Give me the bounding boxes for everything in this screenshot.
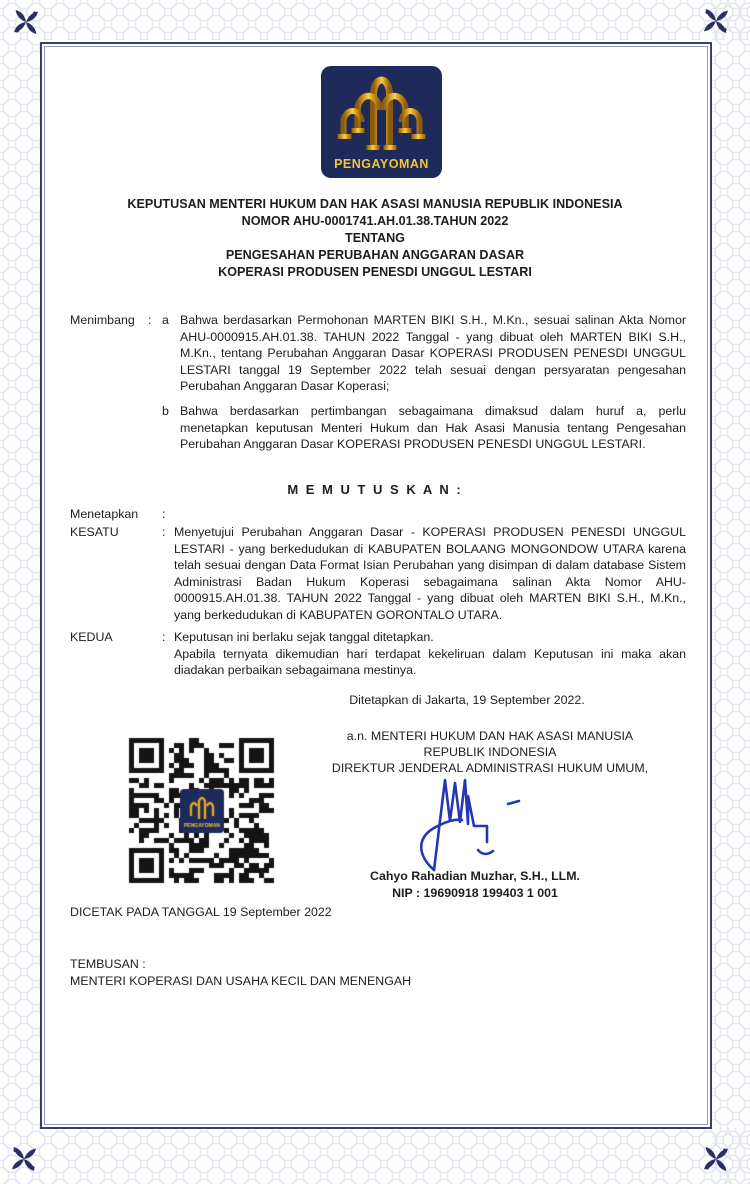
border-lace-left [0,0,40,1184]
corner-ornament-icon [10,6,42,38]
menetapkan-label: Menetapkan [70,507,139,521]
signature-scribble [388,768,568,872]
ministry-logo [321,66,442,178]
signer-nip: NIP : 19690918 199403 1 001 [392,886,558,900]
menimbang-label: Menimbang [70,313,135,327]
border-lace-right [712,0,750,1184]
qr-code [127,736,277,886]
title-line-1: KEPUTUSAN MENTERI HUKUM DAN HAK ASASI MANUSIA REPUBLIK INDONESIA [127,197,623,211]
spacer [70,403,148,453]
kedua-line-2: Apabila ternyata dikemudian hari terdapat kekeliruan dalam Keputusan ini maka akan diadakan perbaikan sebagaimana mestinya. [174,646,686,678]
tembusan-label: TEMBUSAN : [70,957,146,971]
pengayoman-emblem-icon [331,72,432,152]
memutuskan-heading: M E M U T U S K A N : [287,482,463,497]
republic-line: REPUBLIK INDONESIA [423,744,557,759]
signer-name: Cahyo Rahadian Muzhar, S.H., LLM. [370,869,580,883]
tembusan-block [70,956,411,990]
title-line-3: TENTANG [345,231,405,245]
corner-ornament-icon [700,5,732,37]
border-lace-top [0,0,750,40]
item-text: Bahwa berdasarkan Permohonan MARTEN BIKI S.H., M.Kn., sesuai salinan Akta Nomor AHU-0000915.AH.01.38. TAHUN 2022 Tanggal - yang dibuat oleh MARTEN BIKI S.H., M.Kn., tentang Perubahan Anggaran Dasar KOPERASI PRODUSEN PENESDI UNGGUL LESTARI tanggal 19 September 2022 telah sesuai dengan persyaratan pengesahan Perubahan Anggaran Dasar Koperasi; [180,313,686,394]
spacer [148,403,162,453]
item-text: Bahwa berdasarkan pertimbangan sebagaimana dimaksud dalam huruf a, perlu menetapkan keputusan Menteri Hukum dan Hak Asasi Manusia tentang Pengesahan Perubahan Anggaran Dasar KOPERASI PRODUSEN PENESDI UNGGUL LESTARI. [180,404,686,452]
colon: : [162,507,166,521]
title-line-5: KOPERASI PRODUSEN PENESDI UNGGUL LESTARI [218,265,532,279]
corner-ornament-icon [8,1143,40,1175]
kedua-row [70,629,686,679]
tembusan-to: MENTERI KOPERASI DAN USAHA KECIL DAN MENENGAH [70,974,412,988]
item-letter: a [162,313,169,327]
kesatu-label: KESATU [70,525,119,539]
decree-title [67,196,683,281]
border-lace-bottom [0,1128,750,1184]
printed-date-line: DICETAK PADA TANGGAL 19 September 2022 [70,905,332,919]
menimbang-item-a [70,312,686,395]
colon: : [148,313,152,327]
kedua-line-1: Keputusan ini berlaku sejak tanggal ditetapkan. [174,630,434,644]
kesatu-row [70,524,686,624]
pengayoman-label: PENGAYOMAN [334,157,429,171]
corner-ornament-icon [700,1143,732,1175]
kedua-text [174,629,686,679]
colon: : [162,525,166,539]
kedua-label: KEDUA [70,630,113,644]
kesatu-text: Menyetujui Perubahan Anggaran Dasar - KOPERASI PRODUSEN PENESDI UNGGUL LESTARI - yang berkedudukan di KABUPATEN BOLAANG MONGONDOW UTARA karena telah sesuai dengan Data Format Isian Perubahan yang disimpan di dalam database Sistem Administrasi Badan Hukum Koperasi sebagaimana salinan Akta Nomor AHU-0000915.AH.01.38. TAHUN 2022 Tanggal - yang dibuat oleh MARTEN BIKI S.H., M.Kn., yang berkedudukan di KABUPATEN GORONTALO UTARA. [174,525,686,622]
menimbang-item-b [70,403,686,453]
on-behalf-line: a.n. MENTERI HUKUM DAN HAK ASASI MANUSIA [346,729,634,743]
ditetapkan-line: Ditetapkan di Jakarta, 19 September 2022. [349,693,585,707]
menetapkan-row [70,506,686,523]
item-letter: b [162,404,169,418]
title-line-2: NOMOR AHU-0001741.AH.01.38.TAHUN 2022 [241,214,509,228]
director-line: DIREKTUR JENDERAL ADMINISTRASI HUKUM UMUM, [331,760,649,775]
colon: : [162,630,166,644]
title-line-4: PENGESAHAN PERUBAHAN ANGGARAN DASAR [225,248,525,262]
